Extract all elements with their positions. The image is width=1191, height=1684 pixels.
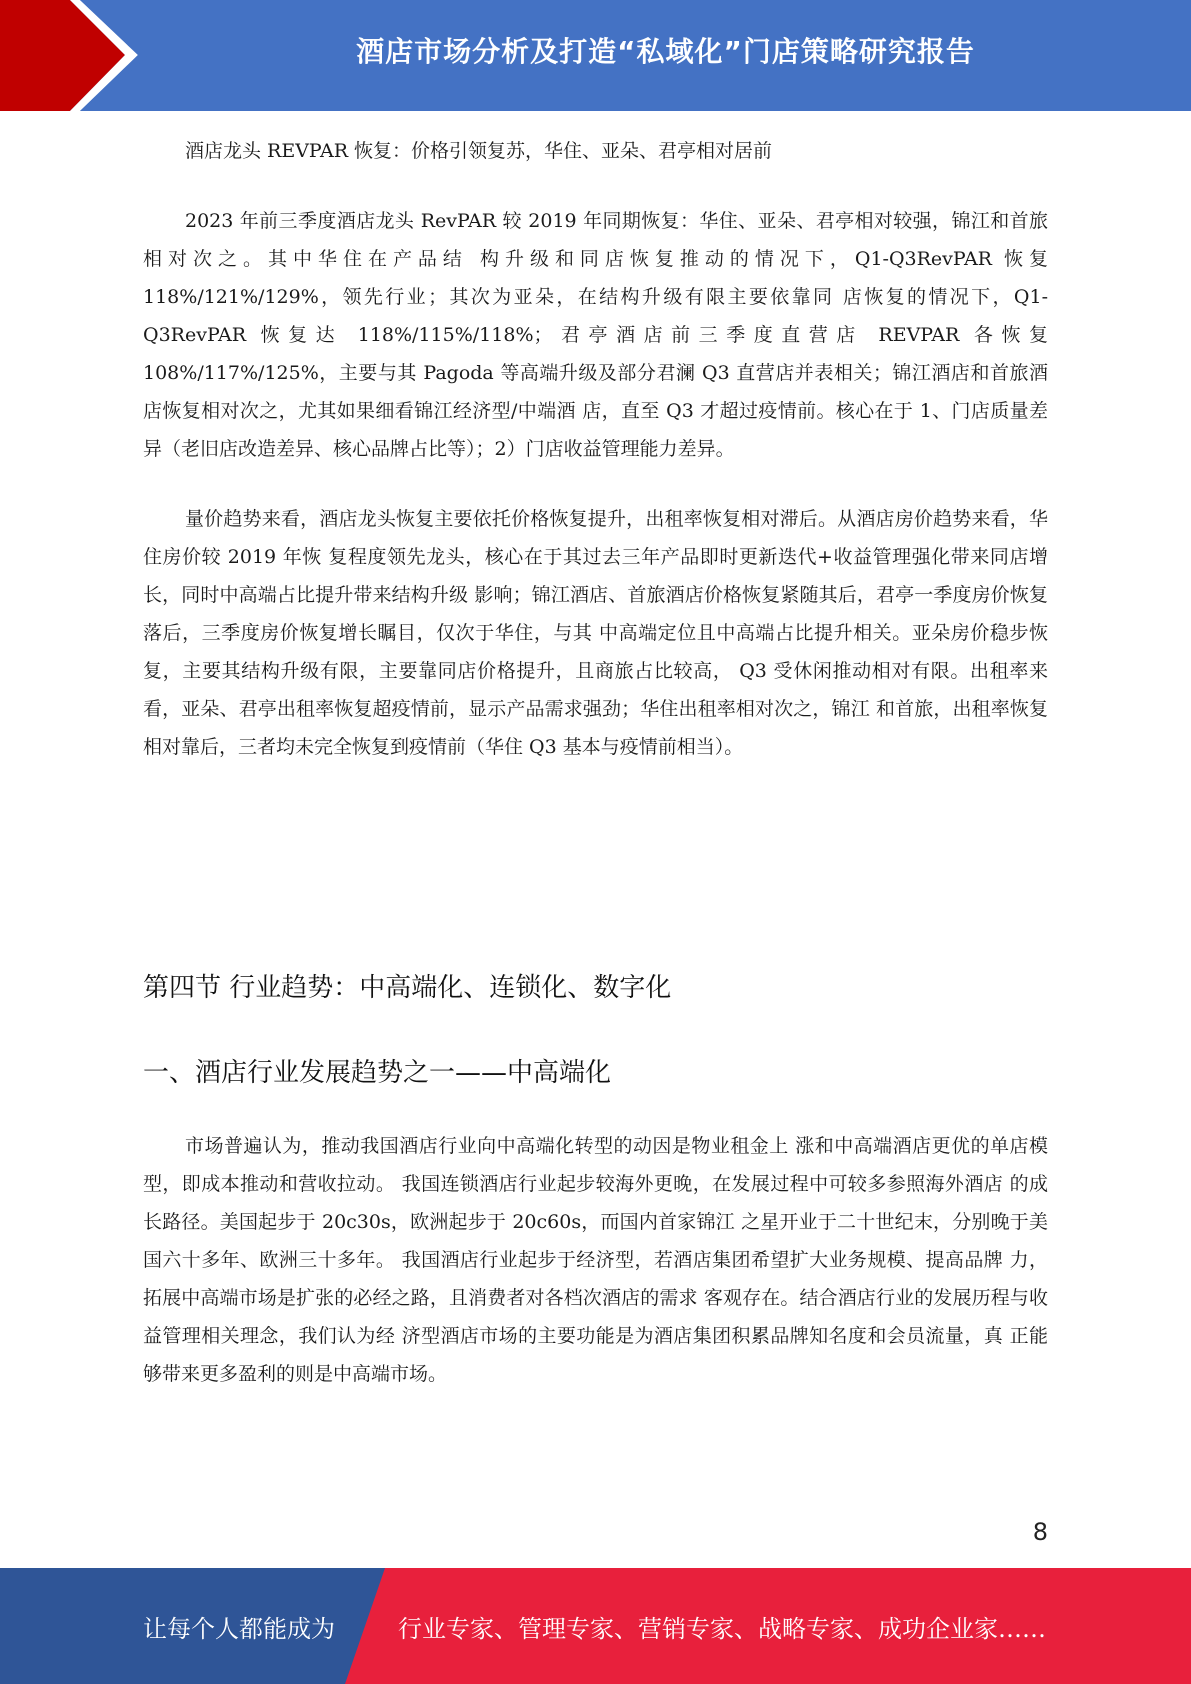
header-title: 酒店市场分析及打造“私域化”门店策略研究报告: [356, 35, 975, 68]
paragraph-mid-high-end-trend: 市场普遍认为，推动我国酒店行业向中高端化转型的动因是物业租金上 涨和中高端酒店更优的单店模型，即成本推动和营收拉动。 我国连锁酒店行业起步较海外更晚，在发展过程中可较多参照海外酒店 的成长路径。美国起步于 20c30s，欧洲起步于 20c60s，而国内首家锦江 之星开业于二十世纪末，分别晚于美国六十多年、欧洲三十多年。 我国酒店行业起步于经济型，若酒店集团希望扩大业务规模、提高品牌 力，拓展中高端市场是扩张的必经之路，且消费者对各档次酒店的需求 客观存在。结合酒店行业的发展历程与收益管理相关理念，我们认为经 济型酒店市场的主要功能是为酒店集团积累品牌知名度和会员流量，真 正能够带来更多盈利的则是中高端市场。: [143, 1135, 1048, 1385]
page-number: 8: [1032, 1518, 1048, 1546]
sub-section-heading: 一、酒店行业发展趋势之一——中高端化: [143, 1058, 612, 1088]
chevron-arrow-icon: [0, 0, 160, 111]
revpar-subheading: 酒店龙头 REVPAR 恢复：价格引领复苏，华住、亚朵、君亭相对居前: [185, 140, 773, 162]
page-footer: [0, 1568, 1191, 1684]
paragraph-revpar-recovery: 2023 年前三季度酒店龙头 RevPAR 较 2019 年同期恢复：华住、亚朵、君亭相对较强，锦江和首旅相对次之。其中华住在产品结 构升级和同店恢复推动的情况下，Q1-Q3RevPAR 恢复 118%/121%/129%，领先行业；其次为亚朵，在结构升级有限主要依靠同 店恢复的情况下，Q1-Q3RevPAR 恢复达 118%/115%/118%；君亭酒店前三季度直营店 REVPAR 各恢复 108%/117%/125%，主要与其 Pagoda 等高端升级及部分君澜 Q3 直营店并表相关；锦江酒店和首旅酒店恢复相对次之，尤其如果细看锦江经济型/中端酒 店，直至 Q3 才超过疫情前。核心在于 1、门店质量差异（老旧店改造差异、核心品牌占比等）；2）门店收益管理能力差异。: [143, 210, 1048, 460]
paragraph-price-volume-trend: 量价趋势来看，酒店龙头恢复主要依托价格恢复提升，出租率恢复相对滞后。从酒店房价趋势来看，华住房价较 2019 年恢 复程度领先龙头，核心在于其过去三年产品即时更新迭代+收益管理强化带来同店增长，同时中高端占比提升带来结构升级 影响；锦江酒店、首旅酒店价格恢复紧随其后，君亭一季度房价恢复落后，三季度房价恢复增长瞩目，仅次于华住，与其 中高端定位且中高端占比提升相关。亚朵房价稳步恢复，主要其结构升级有限，主要靠同店价格提升，且商旅占比较高， Q3 受休闲推动相对有限。出租率来看，亚朵、君亭出租率恢复超疫情前，显示产品需求强劲；华住出租率相对次之，锦江 和首旅，出租率恢复相对靠后，三者均未完全恢复到疫情前（华住 Q3 基本与疫情前相当）。: [143, 508, 1048, 758]
page-header: [0, 0, 1191, 111]
footer-slogan-left: 让每个人都能成为: [143, 1614, 335, 1643]
section-heading: 第四节 行业趋势：中高端化、连锁化、数字化: [143, 973, 672, 1003]
footer-slogan-right: 行业专家、管理专家、营销专家、战略专家、成功企业家……: [398, 1614, 1046, 1643]
